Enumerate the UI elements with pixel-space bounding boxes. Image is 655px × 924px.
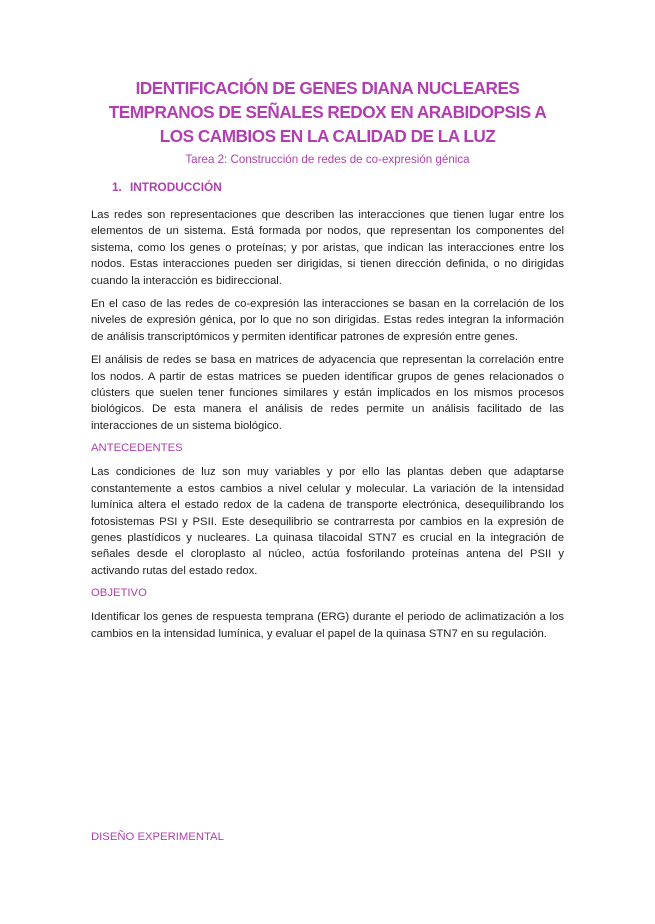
- objetivo-paragraph: Identificar los genes de respuesta temprana (ERG) durante el periodo de aclimatización a los cambios en la intensidad lumínica, y evaluar el papel de la quinasa STN7 en su regulación.: [91, 611, 564, 640]
- document-title: IDENTIFICACIÓN DE GENES DIANA NUCLEARES TEMPRANOS DE SEÑALES REDOX EN ARABIDOPSIS A LOS CAMBIOS EN LA CALIDAD DE LA LUZ: [108, 78, 547, 146]
- intro-paragraph-2: En el caso de las redes de co-expresión las interacciones se basan en la correlación de los niveles de expresión génica, por lo que no son dirigidas. Estas redes integran la información de análisis transcriptómicos y permiten identificar patrones de expresión entre genes.: [91, 298, 564, 343]
- antecedentes-heading: ANTECEDENTES: [91, 442, 183, 455]
- objetivo-heading: OBJETIVO: [91, 587, 147, 600]
- intro-paragraph-1: Las redes son representaciones que describen las interacciones que tienen lugar entre los elementos de un sistema. Está formada por nodos, que representan los componentes del sistema, como los genes o proteínas; y por aristas, que indican las interacciones entre los nodos. Estas interacciones pueden ser dirigidas, si tienen dirección definida, o no dirigidas cuando la interacción es bidireccional.: [91, 209, 564, 287]
- disenio-heading: DISEÑO EXPERIMENTAL: [91, 831, 224, 843]
- intro-paragraph-3: El análisis de redes se basa en matrices de adyacencia que representan la correlación entre los nodos. A partir de estas matrices se pueden identificar grupos de genes relacionados o clústers que suelen tener funciones similares y están implicados en los mismos procesos biológicos. De esta manera el análisis de redes permite un análisis facilitado de las interacciones de un sistema biológico.: [91, 354, 564, 432]
- antecedentes-paragraph: Las condiciones de luz son muy variables y por ello las plantas deben que adaptarse constantemente a estos cambios a nivel celular y molecular. La variación de la intensidad lumínica altera el estado redox de la cadena de transporte electrónica, desequilibrando los fotosistemas PSI y PSII. Este desequilibrio se contrarresta por cambios en la expresión de genes plastídicos y nucleares. La quinasa tilacoidal STN7 es crucial en la integración de señales desde el cloroplasto al núcleo, actúa fosforilando proteínas antena del PSII y activando rutas del estado redox.: [91, 466, 564, 577]
- document-page: [0, 76, 655, 924]
- section-title: INTRODUCCIÓN: [130, 180, 222, 194]
- section-heading-introduccion: [112, 179, 564, 195]
- section-number: 1.: [112, 180, 122, 194]
- document-subtitle: Tarea 2: Construcción de redes de co-expresión génica: [185, 153, 470, 166]
